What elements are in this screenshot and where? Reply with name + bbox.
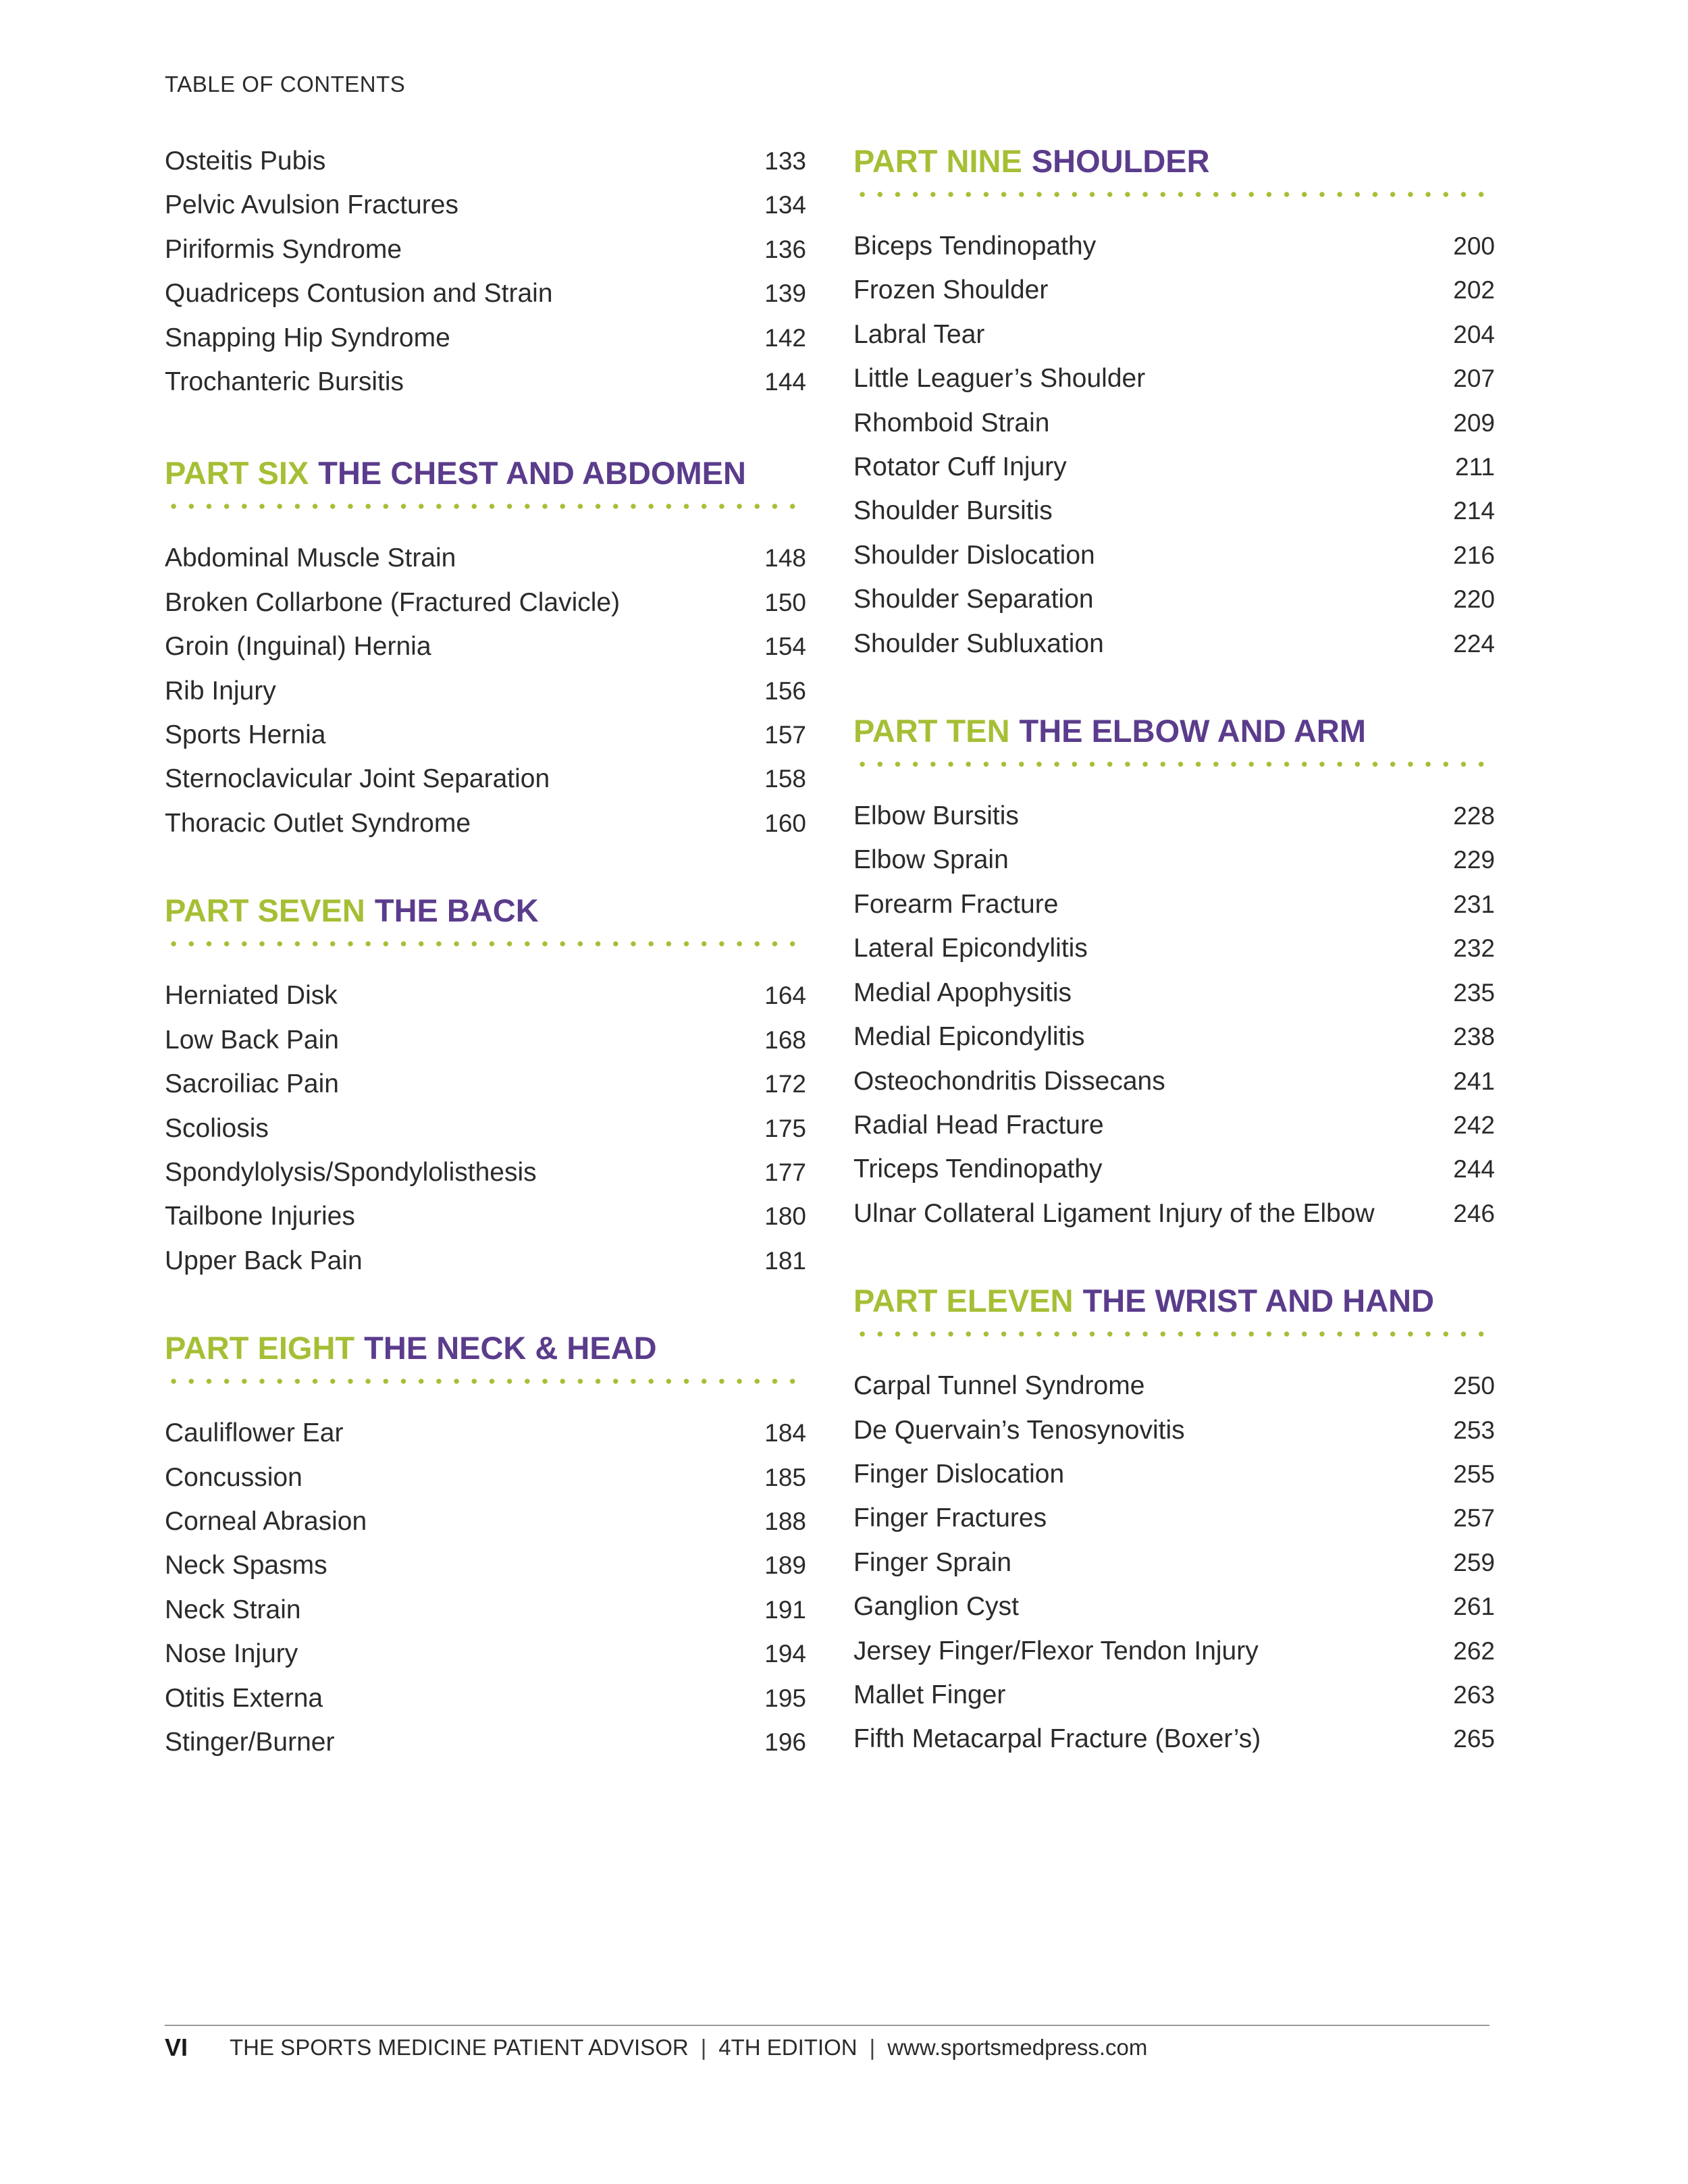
entry-title: Finger Dislocation (853, 1459, 1065, 1489)
entry-page: 133 (764, 147, 806, 175)
entry-page: 164 (764, 982, 806, 1010)
entry-title: Elbow Sprain (853, 845, 1009, 875)
entry-title: Finger Fractures (853, 1503, 1047, 1533)
toc-entry[interactable] (853, 1103, 1495, 1147)
toc-entry[interactable] (853, 838, 1495, 882)
toc-entry[interactable] (853, 1059, 1495, 1103)
entry-title: Osteochondritis Dissecans (853, 1066, 1165, 1096)
entry-page: 207 (1453, 365, 1495, 393)
entry-page: 202 (1453, 276, 1495, 304)
entry-title: Frozen Shoulder (853, 275, 1049, 305)
entry-title: Snapping Hip Syndrome (165, 323, 450, 352)
entry-page: 154 (764, 633, 806, 661)
entry-page: 180 (764, 1202, 806, 1231)
part-label: PART EIGHT (165, 1330, 355, 1366)
entry-title: Quadriceps Contusion and Strain (165, 279, 553, 309)
entry-page: 261 (1453, 1593, 1495, 1621)
toc-entry[interactable] (853, 1541, 1495, 1584)
entry-page: 216 (1453, 541, 1495, 569)
toc-entry[interactable] (853, 489, 1495, 533)
toc-entry[interactable] (165, 536, 806, 580)
entry-title: Sports Hernia (165, 720, 326, 750)
part-label: PART NINE (853, 143, 1022, 179)
toc-left-column (165, 139, 806, 1807)
entry-page: 142 (764, 323, 806, 352)
section-heading (853, 709, 1495, 753)
entry-page: 204 (1453, 320, 1495, 348)
toc-entry[interactable] (165, 624, 806, 668)
entry-title: Shoulder Bursitis (853, 496, 1053, 526)
toc-entry[interactable] (853, 971, 1495, 1015)
footer-website-link[interactable]: www.sportsmedpress.com (887, 2035, 1148, 2060)
entry-page: 228 (1453, 802, 1495, 830)
entry-page: 224 (1453, 629, 1495, 658)
entry-page: 241 (1453, 1067, 1495, 1095)
entry-title: Low Back Pain (165, 1025, 339, 1055)
toc-entry[interactable] (165, 316, 806, 360)
toc-entry[interactable] (853, 1496, 1495, 1540)
toc-entry[interactable] (853, 1717, 1495, 1761)
toc-entry[interactable] (853, 1673, 1495, 1717)
toc-entry[interactable] (853, 1452, 1495, 1496)
toc-entry[interactable] (165, 1720, 806, 1764)
entry-page: 172 (764, 1070, 806, 1098)
entry-page: 189 (764, 1551, 806, 1580)
toc-entry[interactable] (853, 1629, 1495, 1673)
toc-entry[interactable] (853, 224, 1495, 268)
entry-page: 250 (1453, 1372, 1495, 1400)
part-title: THE BACK (374, 893, 539, 929)
entry-page: 188 (764, 1507, 806, 1535)
entry-title: Jersey Finger/Flexor Tendon Injury (853, 1636, 1259, 1666)
entry-page: 235 (1453, 978, 1495, 1007)
entry-page: 136 (764, 235, 806, 263)
toc-entry[interactable] (853, 1408, 1495, 1452)
toc-entry[interactable] (165, 1632, 806, 1676)
entry-page: 220 (1453, 585, 1495, 614)
entry-title: Broken Collarbone (Fractured Clavicle) (165, 587, 621, 617)
dotted-divider (853, 762, 1495, 767)
toc-entry[interactable] (853, 445, 1495, 489)
toc-entry[interactable] (165, 1411, 806, 1455)
entry-page: 211 (1455, 453, 1495, 481)
entry-title: Herniated Disk (165, 981, 338, 1011)
entry-title: Stinger/Burner (165, 1727, 335, 1757)
part-title: SHOULDER (1031, 143, 1210, 179)
toc-entry[interactable] (165, 581, 806, 624)
toc-section-part-eight (165, 1326, 806, 1764)
part-title: THE WRIST AND HAND (1082, 1283, 1435, 1319)
entry-title: Medial Apophysitis (853, 978, 1072, 1007)
toc-entry[interactable] (165, 1499, 806, 1543)
entry-page: 148 (764, 544, 806, 572)
entry-title: Concussion (165, 1462, 302, 1492)
entry-title: Medial Epicondylitis (853, 1022, 1085, 1052)
entry-title: Trochanteric Bursitis (165, 367, 404, 397)
toc-entry[interactable] (165, 1194, 806, 1238)
entry-title: Thoracic Outlet Syndrome (165, 808, 471, 838)
toc-entry[interactable] (853, 794, 1495, 838)
entry-title: Shoulder Subluxation (853, 629, 1104, 658)
part-title: THE ELBOW AND ARM (1019, 713, 1366, 749)
entry-title: Nose Injury (165, 1639, 298, 1669)
toc-entry[interactable] (165, 801, 806, 845)
toc-section-part-eleven (853, 1279, 1495, 1761)
toc-entry[interactable] (853, 1364, 1495, 1408)
entry-page: 229 (1453, 846, 1495, 874)
toc-entry[interactable] (853, 577, 1495, 621)
entry-page: 184 (764, 1419, 806, 1447)
dotted-divider (853, 1331, 1495, 1337)
footer-rule (165, 2025, 1489, 2026)
entry-title: Neck Spasms (165, 1551, 327, 1580)
toc-entry[interactable] (853, 1584, 1495, 1628)
entry-title: Mallet Finger (853, 1680, 1006, 1709)
page-footer (165, 2031, 1147, 2065)
entry-page: 194 (764, 1640, 806, 1668)
entry-page: 244 (1453, 1155, 1495, 1183)
entry-title: Sacroiliac Pain (165, 1069, 339, 1099)
toc-entry[interactable] (165, 974, 806, 1017)
toc-entry[interactable] (853, 356, 1495, 400)
section-heading (853, 1279, 1495, 1323)
footer-separator: | (700, 2035, 707, 2060)
part-label: PART SEVEN (165, 893, 365, 929)
part-label: PART ELEVEN (853, 1283, 1074, 1319)
toc-entry[interactable] (165, 713, 806, 757)
entry-title: Pelvic Avulsion Fractures (165, 190, 458, 220)
dotted-divider (165, 504, 806, 509)
entry-title: Cauliflower Ear (165, 1418, 344, 1448)
section-heading (165, 451, 806, 496)
toc-entry[interactable] (853, 401, 1495, 445)
entry-title: Sternoclavicular Joint Separation (165, 764, 550, 794)
entry-page: 157 (764, 721, 806, 749)
toc-entry[interactable] (853, 926, 1495, 970)
entry-title: Carpal Tunnel Syndrome (853, 1371, 1145, 1401)
entry-page: 134 (764, 191, 806, 219)
entry-title: Finger Sprain (853, 1547, 1012, 1577)
toc-entry[interactable] (165, 1588, 806, 1632)
toc-section-hip-continued (165, 139, 806, 404)
entry-page: 191 (764, 1595, 806, 1624)
toc-section-part-six (165, 451, 806, 845)
toc-entry[interactable] (165, 1456, 806, 1499)
toc-entry[interactable] (165, 1107, 806, 1150)
entry-page: 246 (1453, 1199, 1495, 1227)
entry-title: Rotator Cuff Injury (853, 452, 1067, 482)
entry-page: 263 (1453, 1680, 1495, 1709)
toc-entry[interactable] (853, 268, 1495, 312)
toc-entry[interactable] (853, 622, 1495, 666)
toc-section-part-seven (165, 888, 806, 1283)
section-heading (165, 888, 806, 933)
toc-entry[interactable] (853, 1015, 1495, 1059)
section-heading (853, 139, 1495, 184)
toc-entry[interactable] (165, 1018, 806, 1062)
footer-separator: | (869, 2035, 876, 2060)
entry-title: Lateral Epicondylitis (853, 934, 1088, 963)
entry-title: Osteitis Pubis (165, 147, 326, 176)
entry-page: 200 (1453, 232, 1495, 260)
entry-title: Neck Strain (165, 1595, 301, 1624)
toc-entry[interactable] (165, 1062, 806, 1106)
entry-title: Fifth Metacarpal Fracture (Boxer’s) (853, 1724, 1261, 1754)
entry-title: Otitis Externa (165, 1683, 323, 1713)
entry-page: 255 (1453, 1460, 1495, 1488)
entry-page: 209 (1453, 408, 1495, 437)
section-heading (165, 1326, 806, 1370)
toc-section-part-nine (853, 139, 1495, 666)
toc-entry[interactable] (165, 139, 806, 183)
page-folio: VI (165, 2033, 188, 2061)
entry-title: Elbow Bursitis (853, 801, 1019, 831)
entry-title: De Quervain’s Tenosynovitis (853, 1415, 1185, 1445)
toc-entry[interactable] (165, 228, 806, 271)
toc-entry[interactable] (165, 757, 806, 801)
entry-page: 232 (1453, 934, 1495, 963)
entry-page: 265 (1453, 1725, 1495, 1753)
entry-title: Shoulder Dislocation (853, 540, 1095, 570)
footer-book-title: THE SPORTS MEDICINE PATIENT ADVISOR (230, 2035, 689, 2060)
entry-page: 139 (764, 279, 806, 308)
toc-section-part-ten (853, 709, 1495, 1235)
entry-page: 242 (1453, 1111, 1495, 1139)
entry-page: 160 (764, 809, 806, 837)
entry-title: Labral Tear (853, 319, 985, 349)
toc-entry[interactable] (853, 313, 1495, 356)
part-title: THE NECK & HEAD (364, 1330, 657, 1366)
entry-title: Ulnar Collateral Ligament Injury of the Elbow (853, 1198, 1375, 1228)
toc-entry[interactable] (853, 882, 1495, 926)
entry-title: Piriformis Syndrome (165, 234, 402, 264)
toc-entry[interactable] (853, 533, 1495, 577)
entry-title: Upper Back Pain (165, 1246, 363, 1275)
footer-edition: 4TH EDITION (718, 2035, 858, 2060)
part-title: THE CHEST AND ABDOMEN (318, 455, 746, 491)
entry-page: 150 (764, 588, 806, 616)
entry-title: Radial Head Fracture (853, 1110, 1104, 1140)
entry-title: Shoulder Separation (853, 585, 1094, 614)
entry-title: Groin (Inguinal) Hernia (165, 632, 431, 662)
entry-title: Spondylolysis/Spondylolisthesis (165, 1157, 537, 1187)
toc-entry[interactable] (165, 183, 806, 227)
entry-title: Ganglion Cyst (853, 1592, 1019, 1622)
entry-page: 214 (1453, 497, 1495, 525)
toc-entry[interactable] (165, 360, 806, 404)
toc-entry[interactable] (165, 1676, 806, 1720)
entry-page: 177 (764, 1158, 806, 1186)
entry-title: Triceps Tendinopathy (853, 1154, 1103, 1184)
entry-title: Corneal Abrasion (165, 1506, 367, 1536)
entry-title: Rib Injury (165, 676, 276, 705)
entry-page: 253 (1453, 1416, 1495, 1444)
toc-entry[interactable] (165, 271, 806, 315)
entry-page: 196 (764, 1728, 806, 1756)
toc-entry[interactable] (853, 1147, 1495, 1191)
entry-page: 168 (764, 1026, 806, 1054)
entry-page: 257 (1453, 1504, 1495, 1533)
entry-page: 144 (764, 368, 806, 396)
entry-page: 181 (764, 1246, 806, 1275)
dotted-divider (853, 192, 1495, 197)
entry-page: 231 (1453, 890, 1495, 918)
toc-entry[interactable] (853, 1192, 1495, 1235)
entry-page: 185 (764, 1463, 806, 1491)
entry-title: Little Leaguer’s Shoulder (853, 364, 1146, 394)
toc-entry[interactable] (165, 1239, 806, 1283)
toc-right-column (853, 139, 1495, 1805)
dotted-divider (165, 1379, 806, 1384)
entry-title: Abdominal Muscle Strain (165, 543, 456, 573)
toc-entry[interactable] (165, 1150, 806, 1194)
entry-page: 195 (764, 1684, 806, 1712)
running-head: TABLE OF CONTENTS (165, 72, 406, 97)
toc-entry[interactable] (165, 669, 806, 713)
entry-title: Tailbone Injuries (165, 1202, 355, 1231)
entry-page: 259 (1453, 1548, 1495, 1576)
entry-page: 238 (1453, 1023, 1495, 1051)
part-label: PART TEN (853, 713, 1010, 749)
toc-entry[interactable] (165, 1543, 806, 1587)
dotted-divider (165, 941, 806, 947)
entry-title: Rhomboid Strain (853, 408, 1050, 437)
entry-page: 175 (764, 1114, 806, 1142)
entry-page: 156 (764, 676, 806, 705)
entry-title: Forearm Fracture (853, 889, 1059, 919)
entry-title: Scoliosis (165, 1113, 269, 1143)
entry-page: 158 (764, 765, 806, 793)
part-label: PART SIX (165, 455, 309, 491)
entry-title: Biceps Tendinopathy (853, 232, 1097, 261)
entry-page: 262 (1453, 1636, 1495, 1665)
